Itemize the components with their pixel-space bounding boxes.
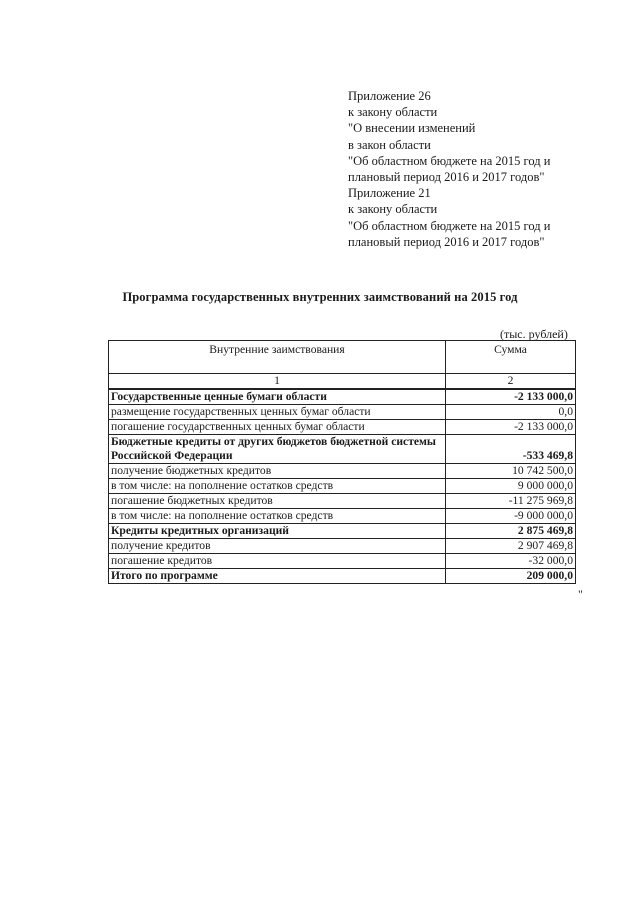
borrowings-table xyxy=(108,340,576,584)
table-row xyxy=(109,479,576,494)
table-row xyxy=(109,539,576,554)
table-row xyxy=(109,554,576,569)
header-line: "Об областном бюджете на 2015 год и xyxy=(348,218,551,233)
table-row xyxy=(109,464,576,479)
table-row xyxy=(109,435,576,464)
closing-quote: " xyxy=(578,587,583,601)
header-line: к закону области xyxy=(348,105,438,120)
header-line: плановый период 2016 и 2017 годов" xyxy=(348,170,545,185)
column-number: 1 xyxy=(109,374,446,390)
table-row xyxy=(109,420,576,435)
row-label: Бюджетные кредиты от других бюджетов бюджетной системы Российской Федерации xyxy=(109,435,446,464)
header-line: Приложение 26 xyxy=(348,89,431,103)
row-label: погашение бюджетных кредитов xyxy=(109,494,446,509)
header-line: "Об областном бюджете на 2015 год и xyxy=(348,153,551,168)
row-value: -2 133 000,0 xyxy=(446,420,576,435)
table-total-row xyxy=(109,569,576,584)
row-label: получение кредитов xyxy=(109,539,446,554)
row-label: в том числе: на пополнение остатков средств xyxy=(109,479,446,494)
row-label: размещение государственных ценных бумаг области xyxy=(109,405,446,420)
row-value: 0,0 xyxy=(446,405,576,420)
row-label: погашение государственных ценных бумаг области xyxy=(109,420,446,435)
row-value: -2 133 000,0 xyxy=(446,389,576,405)
table-row xyxy=(109,405,576,420)
row-value: -533 469,8 xyxy=(446,435,576,464)
table-row xyxy=(109,389,576,405)
row-label: Государственные ценные бумаги области xyxy=(109,389,446,405)
row-value: 2 875 469,8 xyxy=(446,524,576,539)
row-value: 10 742 500,0 xyxy=(446,464,576,479)
header-line: "О внесении изменений xyxy=(348,121,476,136)
total-label: Итого по программе xyxy=(109,569,446,584)
units-label: (тыс. рублей) xyxy=(500,327,568,341)
row-label: получение бюджетных кредитов xyxy=(109,464,446,479)
column-header-borrowings: Внутренние заимствования xyxy=(109,341,446,374)
document-title: Программа государственных внутренних заимствований на 2015 год xyxy=(122,290,518,304)
row-label: Кредиты кредитных организаций xyxy=(109,524,446,539)
row-value: 2 907 469,8 xyxy=(446,539,576,554)
row-value: 9 000 000,0 xyxy=(446,479,576,494)
header-line: плановый период 2016 и 2017 годов" xyxy=(348,234,545,249)
appendix-header xyxy=(348,88,608,250)
table-row xyxy=(109,509,576,524)
row-value: -9 000 000,0 xyxy=(446,509,576,524)
row-label: в том числе: на пополнение остатков средств xyxy=(109,509,446,524)
row-value: -32 000,0 xyxy=(446,554,576,569)
header-line: в закон области xyxy=(348,137,431,152)
table-header-row xyxy=(109,341,576,374)
row-label: погашение кредитов xyxy=(109,554,446,569)
table-row xyxy=(109,494,576,509)
header-line: к закону области xyxy=(348,202,438,217)
column-number: 2 xyxy=(446,374,576,390)
column-header-amount: Сумма xyxy=(446,341,576,374)
header-line: Приложение 21 xyxy=(348,186,431,201)
row-value: -11 275 969,8 xyxy=(446,494,576,509)
table-row xyxy=(109,524,576,539)
column-number-row xyxy=(109,374,576,390)
total-value: 209 000,0 xyxy=(446,569,576,584)
